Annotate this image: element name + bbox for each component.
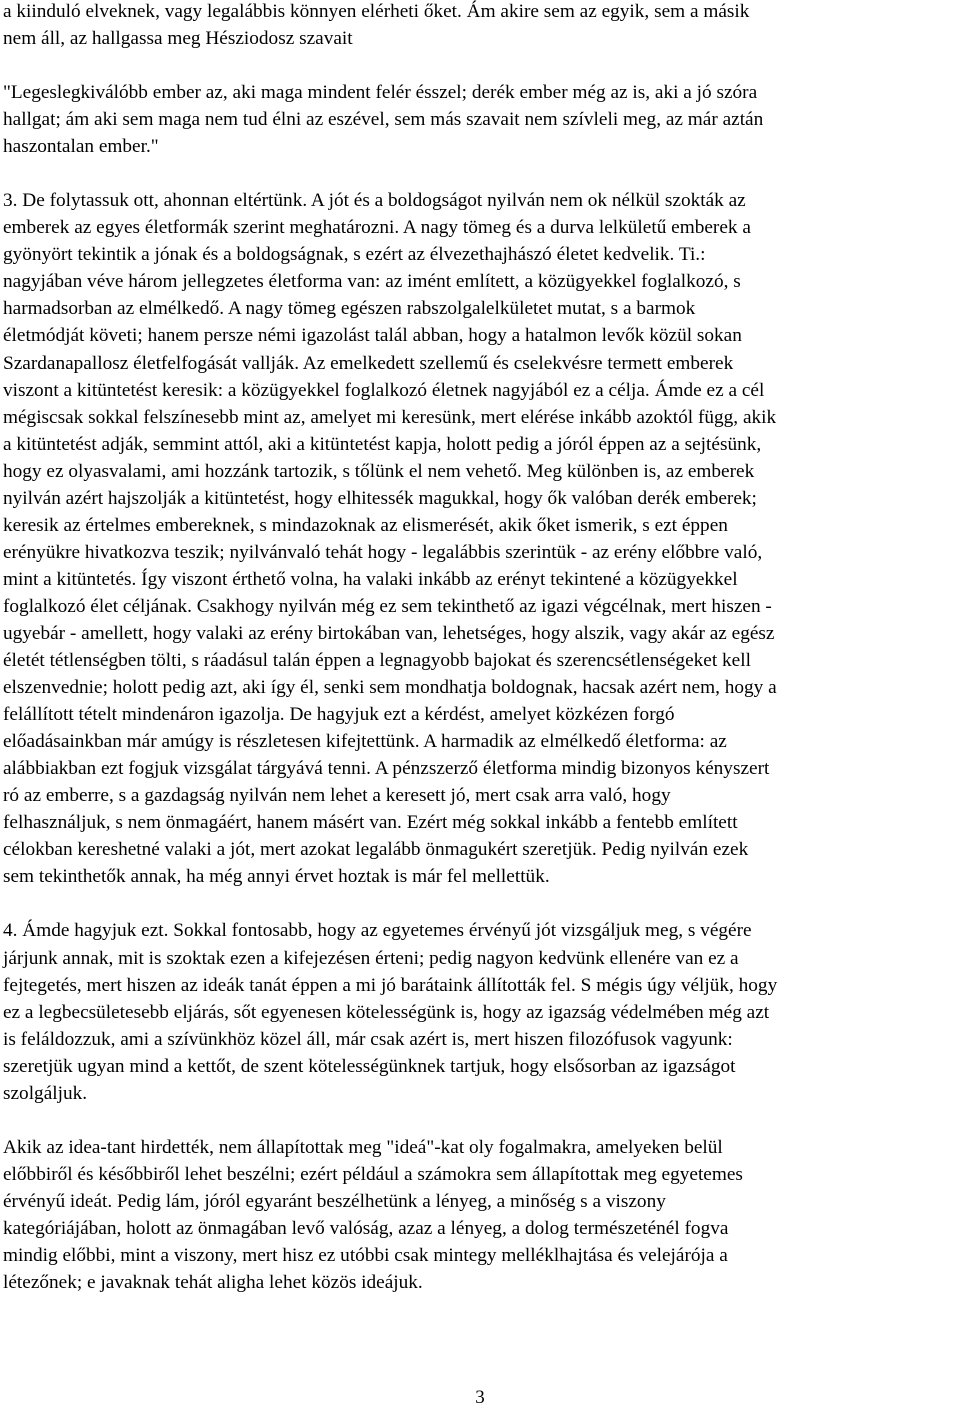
text-line: felállított tételt mindenáron igazolja. De hagyjuk ezt a kérdést, amelyet közkézen forgó (3, 704, 675, 726)
paragraph-section-4 (3, 917, 958, 1106)
text-line: 3. De folytassuk ott, ahonnan eltértünk. A jót és a boldogságot nyilván nem ok nélkül szokták az (3, 190, 746, 212)
text-line: viszont a kitüntetést keresik: a közügyekkel foglalkozó életnek nagyjából ez a célja. Ámde ez a cél (3, 379, 765, 401)
paragraph-gap (3, 1107, 958, 1134)
text-line: nyilván azért hajszolják a kitüntetést, hogy elhitessék magukkal, hogy ők valóban derék emberek; (3, 487, 757, 509)
text-line: haszontalan ember." (3, 136, 159, 158)
text-line: emberek az egyes életformák szerint meghatározni. A nagy tömeg és a durva lelkületű emberek a (3, 217, 751, 239)
text-line: Akik az idea-tant hirdették, nem állapítottak meg "ideá"-kat oly fogalmakra, amelyeken belül (3, 1136, 723, 1158)
text-line: előadásainkban már amúgy is részletesen kifejtettünk. A harmadik az elmélkedő életforma: az (3, 731, 727, 753)
text-line: is feláldozzuk, ami a szívünkhöz közel áll, már csak azért is, mert hiszen filozófusok vagyunk: (3, 1028, 733, 1050)
paragraph-quote (3, 79, 958, 160)
text-line: mégiscsak sokkal felszínesebb mint az, amelyet mi keresünk, mert elérése inkább azoktól függ, akik (3, 406, 777, 428)
text-line: érvényű ideát. Pedig lám, jóról egyaránt beszélhetünk a lényeg, a minőség s a viszony (3, 1190, 666, 1212)
text-line: mindig előbbi, mint a viszony, mert hisz ez utóbbi csak mintegy melléklhajtása és velejárója a (3, 1244, 728, 1266)
text-line: létezőnek; e javaknak tehát aligha lehet közös ideájuk. (3, 1272, 423, 1294)
text-line: elszenvednie; holott pedig azt, aki így él, senki sem mondhatja boldognak, hacsak azért nem, hogy a (3, 677, 777, 699)
text-line: célokban kereshetné valaki a jót, mert azokat legalább önmagukért szeretjük. Pedig nyilván ezek (3, 839, 749, 861)
text-line: kategóriájában, holott az önmagában levő valóság, azaz a lényeg, a dolog természeténél fogva (3, 1217, 729, 1239)
text-line: mint a kitüntetés. Így viszont érthető volna, ha valaki inkább az erényt tekintené a közügyekkel (3, 568, 738, 590)
text-line: szolgáljuk. (3, 1082, 88, 1104)
text-line: alábbiakban ezt fogjuk vizsgálat tárgyává tenni. A pénzszerző életforma mindig bizonyos kényszert (3, 758, 770, 780)
text-line: járjunk annak, mit is szoktak ezen a kifejezésen érteni; pedig nagyon kedvünk ellenére van ez a (3, 947, 739, 969)
paragraph-gap (3, 890, 958, 917)
paragraph-intro (3, 0, 958, 52)
text-line: a kiinduló elveknek, vagy legalábbis könnyen elérheti őket. Ám akire sem az egyik, sem a másik (3, 1, 750, 22)
paragraph-gap (3, 52, 958, 79)
text-line: nagyjában véve három jellegzetes életforma van: az imént említett, a közügyekkel foglalkozó, s (3, 271, 741, 293)
text-line: foglalkozó élet céljának. Csakhogy nyilván még ez sem tekinthető az igazi végcélnak, mert hiszen - (3, 595, 772, 617)
text-line: nem áll, az hallgassa meg Hésziodosz szavait (3, 28, 353, 50)
text-line: gyönyört tekintik a jónak és a boldogságnak, s ezért az élvezethajhászó életet kedvelik. Ti.: (3, 244, 706, 266)
page-number: 3 (475, 1387, 485, 1408)
text-line: Szardanapallosz életfelfogását vallják. Az emelkedett szellemű és cselekvésre termett emberek (3, 352, 734, 374)
text-line: életmódját követi; hanem persze némi igazolást talál abban, hogy a hatalmon levők közül sokan (3, 325, 742, 347)
text-line: sem tekinthetők annak, ha még annyi érvet hoztak is már fel mellettük. (3, 866, 550, 888)
text-line: felhasználjuk, s nem önmagáért, hanem másért van. Ezért még sokkal inkább a fentebb említett (3, 812, 738, 834)
text-line: erényükre hivatkozva teszik; nyilvánvaló tehát hogy - legalábbis szerintük - az erény előbbre való, (3, 541, 763, 563)
text-line: hogy ez olyasvalami, ami hozzánk tartozik, s tőlünk el nem vehető. Meg különben is, az emberek (3, 460, 755, 482)
text-line: hallgat; ám aki sem maga nem tud élni az eszével, sem más szavait nem szívleli meg, az már aztán (3, 109, 764, 131)
paragraph-ideas (3, 1134, 958, 1296)
text-line: ró az emberre, s a gazdagság nyilván nem lehet a keresett jó, mert csak arra való, hogy (3, 785, 671, 807)
text-line: harmadsorban az elmélkedő. A nagy tömeg egészen rabszolgalelkületet mutat, s a barmok (3, 298, 696, 320)
text-line: fejtegetés, mert hiszen az ideák tanát éppen a mi jó barátaink állították fel. S mégis úgy véljük, hogy (3, 974, 778, 996)
paragraph-section-3 (3, 187, 958, 890)
text-line: életét tétlenségben tölti, s ráadásul talán éppen a legnagyobb bajokat és szerencsétlenségeket kell (3, 650, 751, 672)
text-line: előbbiről és későbbiről lehet beszélni; ezért például a számokra sem állapítottak meg egyetemes (3, 1163, 743, 1185)
text-line: keresik az értelmes embereknek, s mindazoknak az elismerését, akik őket ismerik, s ezt éppen (3, 514, 728, 536)
document-body (3, 0, 958, 1296)
text-line: "Legeslegkiválóbb ember az, aki maga mindent felér ésszel; derék ember még az is, aki a jó szóra (3, 82, 758, 104)
text-line: szeretjük ugyan mind a kettőt, de szent kötelességünknek tartjuk, hogy elsősorban az igazságot (3, 1055, 736, 1077)
paragraph-gap (3, 160, 958, 187)
text-line: a kitüntetést adják, semmint attól, aki a kitüntetést kapja, holott pedig a jóról éppen az a sejtésünk, (3, 433, 762, 455)
text-line: ez a legbecsületesebb eljárás, sőt egyenesen kötelességünk is, hogy az igazság védelmében még azt (3, 1001, 770, 1023)
text-line: 4. Ámde hagyjuk ezt. Sokkal fontosabb, hogy az egyetemes érvényű jót vizsgáljuk meg, s végére (3, 920, 752, 942)
text-line: ugyebár - amellett, hogy valaki az erény birtokában van, lehetséges, hogy alszik, vagy akár az egész (3, 622, 775, 644)
